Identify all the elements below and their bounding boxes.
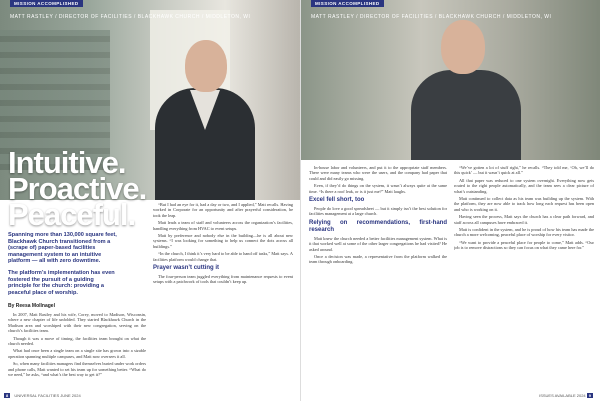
headline — [8, 145, 147, 232]
portrait-subject — [411, 20, 521, 160]
page-footer — [4, 393, 81, 398]
body-paragraph: Even, if they’d do things on the system, it wasn’t always quite at the same time. “Is there a roof leak, or is it just me?” Matt laughs. — [309, 183, 447, 194]
author-credit: By Reesa Mollnagel — [8, 303, 55, 309]
body-paragraph: What had once been a single team on a single site has grown into a sizable operation spanning multiple campuses, and Matt now oversees it all. — [8, 348, 146, 359]
body-paragraph: The four-person team juggled everything from maintenance requests to event setups with a patchwork of tools that couldn’t keep up. — [153, 274, 293, 285]
body-paragraph: So, when many facilities managers find themselves buried under work orders and phone calls, Matt wanted to set his team up for something better. “What do we need,” he asks, “and what’s the best way to get it?” — [8, 361, 146, 378]
right-page — [300, 0, 600, 401]
body-paragraph: Having seen the process, Matt says the church has a clear path forward, and staff across all campuses have embraced it. — [454, 214, 594, 225]
page-number: 9 — [588, 393, 591, 398]
body-paragraph: Matt leads a team of staff and volunteers across the organization’s facilities, handling everything from HVAC to event setups. — [153, 220, 293, 231]
section-tab: MISSION ACCOMPLISHED — [311, 0, 384, 7]
body-column-2 — [454, 165, 594, 389]
body-paragraph: Matt is confident in the system, and he is proud of how his team has made the church a more welcoming, peaceful place of worship for every visitor. — [454, 227, 594, 238]
footer-text: UNIVERSAL FACILITIES JUNE 2024 — [14, 393, 81, 398]
body-paragraph: In-house labor and volunteers, and put it to the appropriate staff members. There were many teams who were the users, and the company had paper that could and did easily go missing. — [309, 165, 447, 181]
body-paragraph: All that paper was reduced to one system overnight. Everything now gets routed to the right people automatically, and the team sees a clear picture of what’s outstanding. — [454, 177, 594, 194]
body-paragraph: Matt continued to collect data as his team was building up the system. With the platform, they are now able to track how long each request has been open and who is working on it. — [454, 196, 594, 212]
portrait-subject — [150, 40, 260, 200]
hero-photo — [301, 0, 600, 160]
byline: MATT RASTLEY / DIRECTOR OF FACILITIES / BLACKHAWK CHURCH / MIDDLETON, WI — [311, 14, 552, 20]
section-tab: MISSION ACCOMPLISHED — [10, 0, 83, 7]
body-column-1 — [8, 312, 146, 388]
body-column-1 — [309, 165, 447, 389]
subhead: Excel fell short, too — [309, 197, 365, 204]
headline-line-3: Peaceful. — [8, 197, 136, 232]
dek-paragraph: Spanning more than 130,000 square feet, Blackhawk Church transitioned from a (scrape of) paper-based facilities management system to an intuitive platform — all with zero downtime. — [8, 232, 117, 265]
page-footer — [539, 393, 596, 398]
page-number: 8 — [6, 393, 9, 398]
dek — [8, 232, 118, 301]
body-paragraph: “But I had an eye for it, had a day or two, and I applied,” Matt recalls. Having worked in Corporate for an opportunity and after prayerful consideration, he took the leap. — [153, 202, 293, 218]
body-column-2 — [153, 202, 293, 388]
body-paragraph: Matt by preference and nobody else in the building—he is all about new systems. “I was looking for something to help us connect the dots across all buildings.” — [153, 233, 293, 249]
body-paragraph: Once a decision was made, a representative from the platform walked the team through onboarding. — [309, 254, 447, 265]
body-paragraph: “In the church, I think it’s very hard to be able to hand off tasks,” Matt says. A facilities platform would change that. — [153, 251, 293, 262]
subhead: Prayer wasn’t cutting it — [153, 265, 220, 272]
headline-line-2: Proactive. — [8, 171, 147, 206]
headline-line-1: Intuitive. — [8, 145, 126, 180]
body-paragraph: In 2007, Matt Rastley and his wife, Corey, moved to Madison, Wisconsin, where a new chapter of life unfolded. They started Blackhawk Church in the Madison area and worshiped with their new congregation, serving on the church’s facilities team. — [8, 312, 146, 334]
body-paragraph: Though it was a move of timing, the facilities team brought on what the church needed. — [8, 335, 146, 347]
dek-paragraph: The platform’s implementation has even fostered the pursuit of a guiding principle for the church: providing a peaceful place of worship. — [8, 269, 115, 296]
footer-text: ISSUES AVAILABLE 2024 — [539, 393, 586, 398]
body-paragraph: “We’ve gotten a lot of stuff right,” he recalls. “They told me, ‘Oh, we’ll do this quick’ — but it wasn’t quick at all.” — [454, 165, 594, 176]
body-paragraph: People do love a good spreadsheet — but it simply isn’t the best solution for facilities management at a large church. — [309, 206, 447, 217]
byline: MATT RASTLEY / DIRECTOR OF FACILITIES / BLACKHAWK CHURCH / MIDDLETON, WI — [10, 14, 251, 20]
subhead: Relying on recommendations, first-hand research — [309, 219, 447, 233]
body-paragraph: Matt knew the church needed a better facilities management system. What is it that worked well at some of the other larger congregations he had visited? He asked around. — [309, 235, 447, 252]
body-paragraph: “We want to provide a peaceful place for people to come,” Matt adds. “Our job is to remove distractions so they can focus on what they came here for.” — [454, 239, 594, 251]
